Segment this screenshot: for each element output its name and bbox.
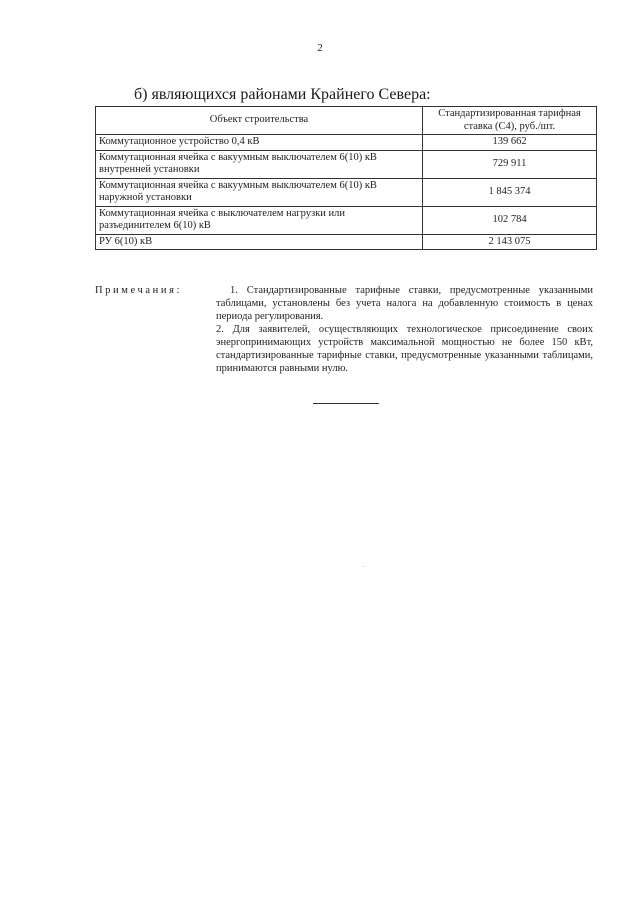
notes-body [216,284,593,375]
row-object: Коммутационная ячейка с вакуумным выключателем 6(10) кВ наружной установки [96,178,423,206]
row-rate: 2 143 075 [423,234,597,250]
row-rate: 139 662 [423,135,597,151]
row-object: РУ 6(10) кВ [96,234,423,250]
notes-label: Примечания: [95,285,183,296]
page-number: 2 [317,42,323,54]
row-rate: 729 911 [423,150,597,178]
table-row [96,206,597,234]
row-object: Коммутационная ячейка с вакуумным выключателем 6(10) кВ внутренней установки [96,150,423,178]
row-rate: 1 845 374 [423,178,597,206]
closing-rule [313,403,379,404]
note-item: 2. Для заявителей, осуществляющих технологическое присоединение своих энергопринимающих устройств максимальной мощностью не более 150 кВт, стандартизированные тарифные ставки, предусмотренные указанными таблицами, принимаются равными нулю. [216,324,593,374]
row-object: Коммутационное устройство 0,4 кВ [96,135,423,151]
row-rate: 102 784 [423,206,597,234]
table-row [96,178,597,206]
row-object: Коммутационная ячейка с выключателем нагрузки или разъединителем 6(10) кВ [96,206,423,234]
table-row [96,234,597,250]
column-header-object: Объект строительства [96,107,423,135]
section-heading: б) являющихся районами Крайнего Севера: [134,86,431,103]
table-row [96,135,597,151]
table-header-row [96,107,597,135]
column-header-rate: Стандартизированная тарифная ставка (С4), руб./шт. [423,107,597,135]
scan-speck [363,566,364,567]
tariff-table [95,106,597,250]
note-item: 1. Стандартизированные тарифные ставки, предусмотренные указанными таблицами, установлены без учета налога на добавленную стоимость в ценах периода регулирования. [216,285,593,322]
table-row [96,150,597,178]
